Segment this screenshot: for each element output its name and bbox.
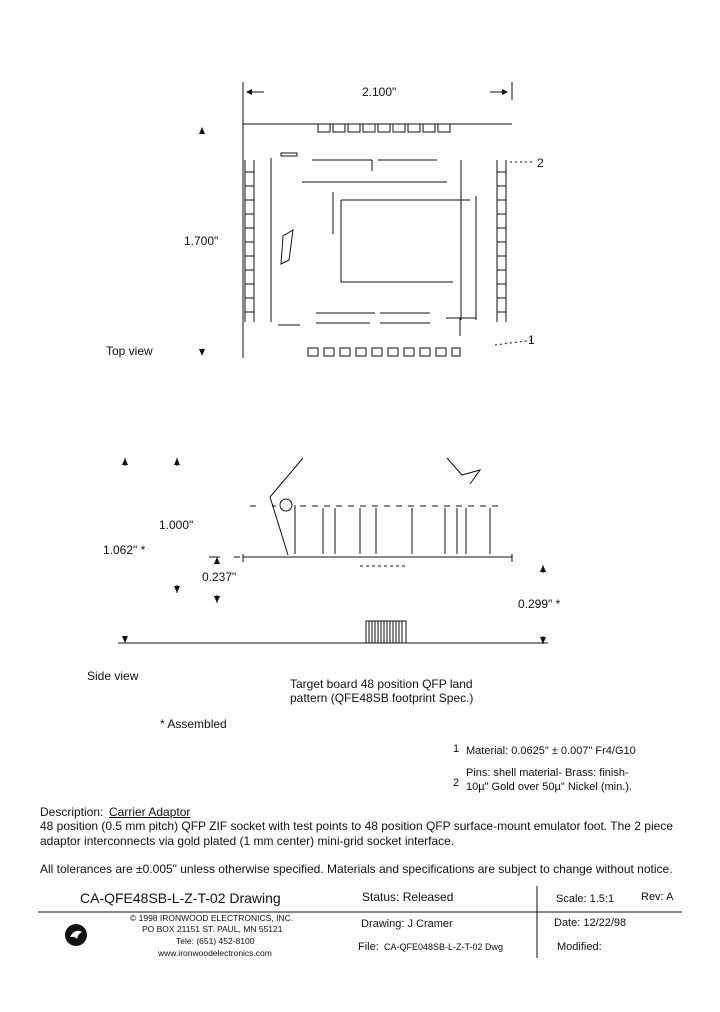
note-2-line-1: Pins: shell material- Brass: finish-: [466, 767, 629, 779]
dim-height: 1.700": [184, 234, 219, 248]
status: Status: Released: [362, 890, 454, 904]
dim-0237: 0.237": [202, 570, 237, 584]
company-phone: Tele: (651) 452-8100: [176, 936, 255, 946]
target-board-label-1: Target board 48 position QFP land: [290, 677, 473, 691]
description-title: Carrier Adaptor: [109, 805, 191, 819]
drawn-by: Drawing: J Cramer: [361, 918, 453, 930]
date: Date: 12/22/98: [554, 917, 627, 929]
revision: Rev: A: [641, 891, 674, 903]
dim-1000: 1.000": [159, 518, 194, 532]
description-label: Description:: [40, 805, 104, 819]
note-2-line-2: 10µ" Gold over 50µ" Nickel (min.).: [466, 781, 632, 793]
company-website: www.ironwoodelectronics.com: [158, 948, 272, 958]
tolerance-note: All tolerances are ±0.005" unless otherwise specified. Materials and specifications are subject to change without notice.: [40, 862, 673, 876]
note-1-number: 1: [453, 743, 460, 755]
right-pin-column: [497, 160, 506, 322]
target-board-pads: [366, 621, 406, 643]
callout-1: 1: [528, 333, 535, 347]
assembled-note: * Assembled: [160, 717, 227, 731]
scale: Scale: 1.5:1: [556, 893, 615, 905]
bottom-pin-row: [308, 348, 460, 356]
company-name: © 1998 IRONWOOD ELECTRONICS, INC.: [130, 913, 294, 923]
note-1-text: Material: 0.0625" ± 0.007" Fr4/G10: [466, 745, 636, 757]
callout-2: 2: [537, 156, 544, 170]
ironwood-logo-icon: [65, 924, 87, 946]
side-view-body: [243, 458, 512, 566]
dim-0299: 0.299" *: [518, 597, 561, 611]
description-line-2: adaptor interconnects via gold plated (1 mm center) mini-grid socket interface.: [40, 834, 455, 848]
side-view-label: Side view: [87, 669, 139, 683]
top-view-label: Top view: [106, 344, 153, 358]
left-pin-column: [245, 160, 254, 322]
modified: Modified:: [557, 941, 602, 953]
file-name: CA-QFE048SB-L-Z-T-02 Dwg: [384, 942, 504, 952]
description-line-1: 48 position (0.5 mm pitch) QFP ZIF socket with test points to 48 position QFP surface-mount emulator foot. The 2 piece: [40, 819, 673, 833]
socket-body: [271, 153, 476, 336]
drawing-title: CA-QFE48SB-L-Z-T-02 Drawing: [80, 890, 281, 906]
company-address: PO BOX 21151 ST. PAUL, MN 55121: [142, 924, 283, 934]
note-2-number: 2: [453, 777, 460, 789]
top-pin-row: [318, 124, 450, 132]
target-board-label-2: pattern (QFE48SB footprint Spec.): [290, 691, 474, 705]
dim-1062: 1.062" *: [103, 543, 146, 557]
dim-width: 2.100": [362, 85, 397, 99]
file-label: File:: [358, 941, 379, 953]
